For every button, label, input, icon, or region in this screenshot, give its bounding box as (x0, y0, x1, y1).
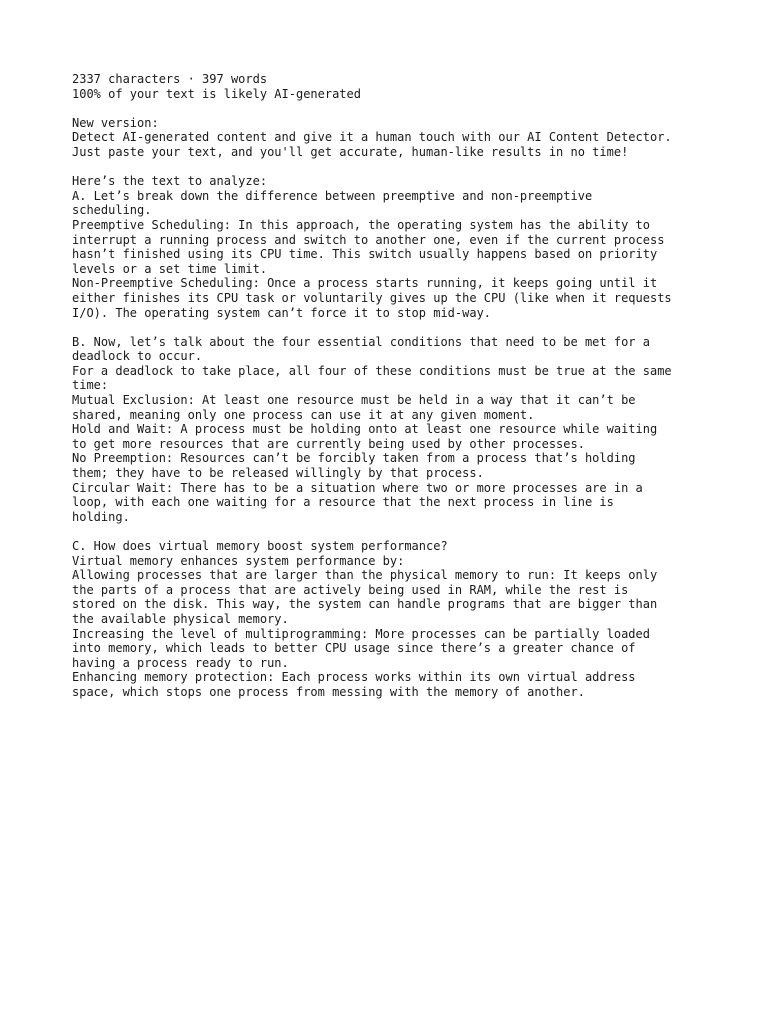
section-b-deadlock (72, 335, 712, 525)
spacer (72, 524, 712, 539)
section-b-line: Circular Wait: There has to be a situation where two or more processes are in a (72, 480, 643, 495)
section-b-line: loop, with each one waiting for a resource that the next process in line is (72, 495, 614, 510)
spacer (72, 101, 712, 116)
section-b-line: B. Now, let’s talk about the four essential conditions that need to be met for a (72, 334, 650, 349)
ai-likelihood-score: 100% of your text is likely AI-generated (72, 86, 361, 101)
section-a-line: hasn’t finished using its CPU time. This switch usually happens based on priority (72, 247, 658, 262)
section-b-line: to get more resources that are currently being used by other processes. (72, 436, 585, 451)
section-c-line: having a process ready to run. (72, 655, 289, 670)
section-a-line: I/O). The operating system can’t force it to stop mid-way. (72, 305, 492, 320)
section-b-line: them; they have to be released willingly by that process. (72, 466, 484, 481)
section-a-line: Preemptive Scheduling: In this approach, the operating system has the ability to (72, 217, 650, 232)
section-c-line: into memory, which leads to better CPU usage since there’s a greater chance of (72, 641, 636, 656)
section-a-line: either finishes its CPU task or voluntarily gives up the CPU (like when it requests (72, 290, 672, 305)
section-b-line: Mutual Exclusion: At least one resource must be held in a way that it can’t be (72, 393, 636, 408)
section-a-line: scheduling. (72, 203, 152, 218)
section-b-line: time: (72, 378, 109, 393)
section-b-line: holding. (72, 509, 130, 524)
document-page (72, 72, 712, 700)
section-a-line: levels or a set time limit. (72, 261, 268, 276)
section-b-line: For a deadlock to take place, all four of these conditions must be true at the same (72, 363, 672, 378)
section-a-scheduling (72, 189, 712, 320)
section-b-line: No Preemption: Resources can’t be forcibly taken from a process that’s holding (72, 451, 636, 466)
section-c-line: Enhancing memory protection: Each process works within its own virtual address (72, 670, 636, 685)
section-c-line: Virtual memory enhances system performance by: (72, 553, 405, 568)
section-c-virtual-memory (72, 539, 712, 700)
section-c-line: the parts of a process that are actively being used in RAM, while the rest is (72, 582, 629, 597)
section-c-line: space, which stops one process from messing with the memory of another. (72, 684, 585, 699)
section-a-line: A. Let’s break down the difference between preemptive and non-preemptive (72, 188, 593, 203)
section-c-line: stored on the disk. This way, the system can handle programs that are bigger than (72, 597, 658, 612)
section-c-line: C. How does virtual memory boost system performance? (72, 539, 448, 553)
section-c-line: Increasing the level of multiprogramming: More processes can be partially loaded (72, 626, 650, 641)
intro-line-2: Just paste your text, and you'll get accurate, human-like results in no time! (72, 144, 629, 159)
section-a-line: Non-Preemptive Scheduling: Once a process starts running, it keeps going until it (72, 276, 658, 291)
section-b-line: Hold and Wait: A process must be holding onto at least one resource while waiting (72, 422, 658, 437)
analysis-heading: Here’s the text to analyze: (72, 174, 268, 189)
section-c-line: Allowing processes that are larger than the physical memory to run: It keeps only (72, 568, 658, 583)
intro-line-1: Detect AI-generated content and give it a human touch with our AI Content Detector. (72, 130, 672, 145)
section-c-line: the available physical memory. (72, 611, 289, 626)
section-b-line: shared, meaning only one process can use it at any given moment. (72, 407, 535, 422)
spacer (72, 160, 712, 175)
section-b-line: deadlock to occur. (72, 349, 203, 364)
spacer (72, 320, 712, 335)
new-version-heading: New version: (72, 115, 159, 130)
section-a-line: interrupt a running process and switch to another one, even if the current process (72, 232, 665, 247)
character-word-count: 2337 characters · 397 words (72, 72, 268, 86)
